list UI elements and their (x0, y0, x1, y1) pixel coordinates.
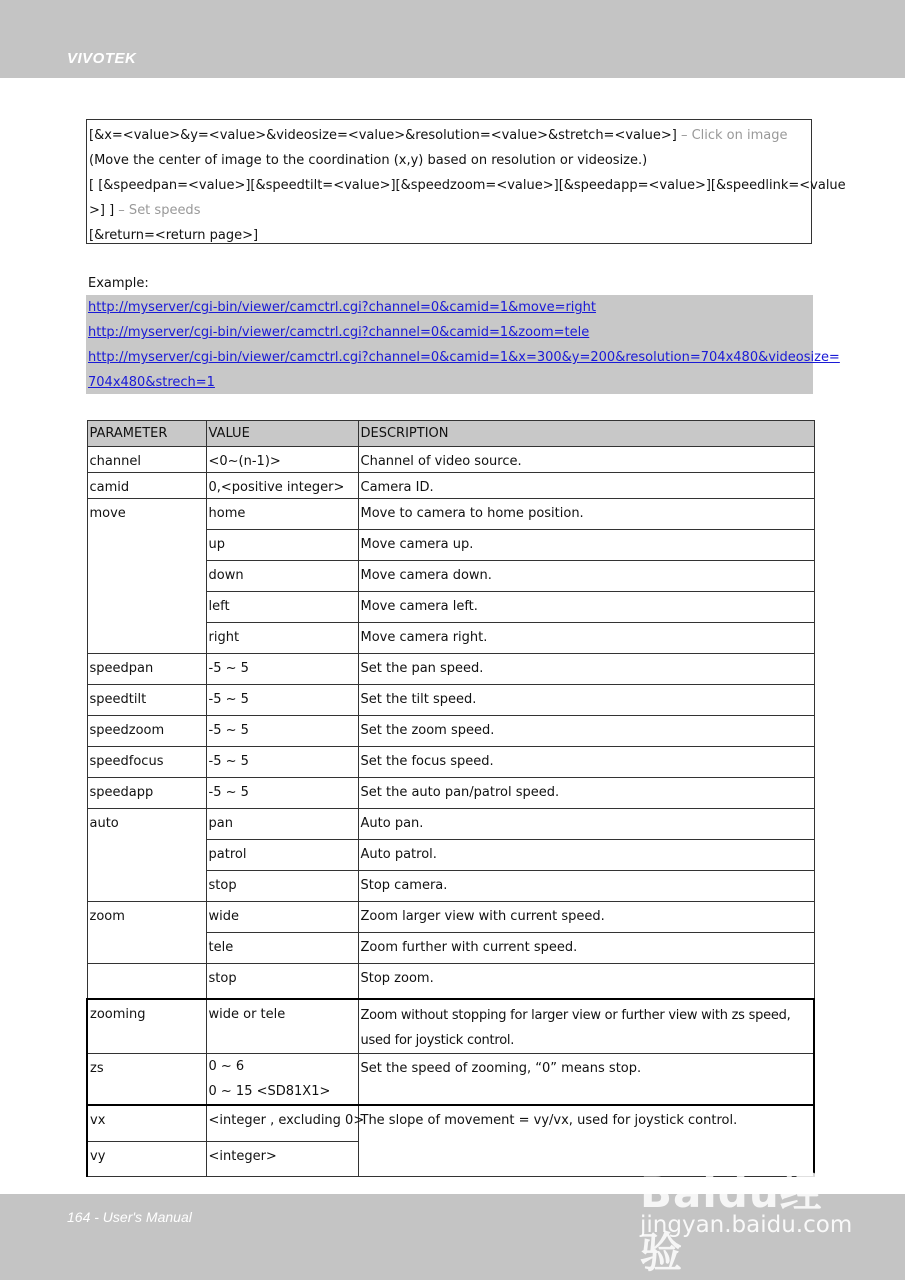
value-cell: <integer> (206, 1141, 358, 1176)
value-cell: wide (206, 902, 358, 933)
table-row (87, 747, 814, 778)
param-cell: speedzoom (87, 716, 206, 747)
table-row (87, 447, 814, 473)
desc-cell: Set the tilt speed. (358, 685, 814, 716)
value-cell: left (206, 592, 358, 623)
watermark (640, 1150, 855, 1277)
syntax-line-speeds-end (89, 198, 809, 223)
syntax-note: – Set speeds (114, 203, 201, 218)
value-line: 0 ~ 15 <SD81X1> (208, 1083, 331, 1099)
desc-cell: Move to camera to home position. (358, 499, 814, 530)
header-parameter: PARAMETER (87, 421, 206, 447)
desc-cell: Auto pan. (358, 809, 814, 840)
syntax-box (86, 119, 846, 244)
param-cell: speedapp (87, 778, 206, 809)
value-cell: right (206, 623, 358, 654)
value-cell: -5 ~ 5 (206, 716, 358, 747)
desc-cell: Set the auto pan/patrol speed. (358, 778, 814, 809)
desc-cell: Set the pan speed. (358, 654, 814, 685)
value-cell: tele (206, 933, 358, 964)
desc-cell: Stop zoom. (358, 964, 814, 999)
syntax-code: >] ] (89, 203, 115, 218)
value-cell: <0~(n-1)> (206, 447, 358, 473)
table-row (87, 902, 814, 933)
syntax-code: [&x=<value>&y=<value>&videosize=<value>&resolution=<value>&stretch=<value>] (89, 128, 677, 143)
value-cell: down (206, 561, 358, 592)
desc-cell: Move camera right. (358, 623, 814, 654)
param-cell: speedtilt (87, 685, 206, 716)
table-row (87, 778, 814, 809)
value-cell: wide or tele (206, 999, 358, 1054)
header-description: DESCRIPTION (358, 421, 814, 447)
table-row (87, 654, 814, 685)
watermark-logo: Baidu经验 (640, 1168, 823, 1277)
table-header-row (87, 421, 814, 447)
syntax-line-click (89, 123, 809, 148)
value-cell: -5 ~ 5 (206, 778, 358, 809)
value-cell: <integer , excluding 0> (206, 1105, 358, 1141)
value-cell: -5 ~ 5 (206, 685, 358, 716)
desc-cell: Zoom larger view with current speed. (358, 902, 814, 933)
table-row (87, 1053, 814, 1105)
param-cell: vy (87, 1141, 206, 1176)
table-row (87, 716, 814, 747)
header-value: VALUE (206, 421, 358, 447)
value-cell (206, 1053, 358, 1105)
table-row (87, 473, 814, 499)
param-cell: zoom (87, 902, 206, 964)
value-cell: up (206, 530, 358, 561)
syntax-note: – Click on image (676, 128, 788, 143)
syntax-line-speeds: [ [&speedpan=<value>][&speedtilt=<value>][&speedzoom=<value>][&speedapp=<value>][&speedlink=<value (89, 178, 846, 193)
example-link[interactable]: 704x480&strech=1 (88, 375, 215, 390)
value-cell: stop (206, 871, 358, 902)
table-row (87, 809, 814, 840)
example-box (86, 295, 840, 394)
param-cell: zooming (87, 999, 206, 1054)
value-line: 0 ~ 6 (208, 1058, 245, 1074)
value-cell: -5 ~ 5 (206, 654, 358, 685)
value-cell: 0,<positive integer> (206, 473, 358, 499)
table-row (87, 499, 814, 530)
desc-cell: Stop camera. (358, 871, 814, 902)
syntax-line-desc: (Move the center of image to the coordination (x,y) based on resolution or videosize.) (89, 153, 648, 168)
example-link[interactable]: http://myserver/cgi-bin/viewer/camctrl.cgi?channel=0&camid=1&x=300&y=200&resolution=704x480&videosize= (88, 350, 840, 365)
desc-cell: Camera ID. (358, 473, 814, 499)
desc-cell: Move camera left. (358, 592, 814, 623)
desc-cell: Move camera down. (358, 561, 814, 592)
example-label: Example: (88, 276, 149, 291)
desc-cell: Channel of video source. (358, 447, 814, 473)
desc-cell: Zoom without stopping for larger view or further view with zs speed, used for joystick control. (358, 999, 814, 1054)
param-cell: speedfocus (87, 747, 206, 778)
param-cell: move (87, 499, 206, 654)
header-band (0, 0, 905, 78)
table-row (87, 964, 814, 999)
syntax-line-return: [&return=<return page>] (89, 228, 259, 243)
table-row (87, 1105, 814, 1141)
value-cell: patrol (206, 840, 358, 871)
example-link[interactable]: http://myserver/cgi-bin/viewer/camctrl.cgi?channel=0&camid=1&move=right (88, 300, 597, 315)
table-row (87, 999, 814, 1054)
desc-cell: Move camera up. (358, 530, 814, 561)
parameter-table (86, 420, 815, 1177)
param-cell: vx (87, 1105, 206, 1141)
param-cell: channel (87, 447, 206, 473)
param-cell: zs (87, 1053, 206, 1105)
desc-cell: Set the zoom speed. (358, 716, 814, 747)
page-number: 164 - User's Manual (67, 1209, 192, 1225)
desc-cell: Zoom further with current speed. (358, 933, 814, 964)
table-row (87, 685, 814, 716)
value-cell: stop (206, 964, 358, 999)
desc-cell: Auto patrol. (358, 840, 814, 871)
desc-cell: Set the focus speed. (358, 747, 814, 778)
value-cell: home (206, 499, 358, 530)
param-cell: camid (87, 473, 206, 499)
brand-logo: VIVOTEK (67, 50, 137, 67)
example-link[interactable]: http://myserver/cgi-bin/viewer/camctrl.cgi?channel=0&camid=1&zoom=tele (88, 325, 590, 340)
value-cell: pan (206, 809, 358, 840)
desc-cell: The slope of movement = vy/vx, used for joystick control. (358, 1105, 814, 1176)
param-cell: auto (87, 809, 206, 902)
desc-cell: Set the speed of zooming, “0” means stop. (358, 1053, 814, 1105)
watermark-url: jingyan.baidu.com (640, 1212, 853, 1238)
param-cell: speedpan (87, 654, 206, 685)
param-cell (87, 964, 206, 999)
value-cell: -5 ~ 5 (206, 747, 358, 778)
